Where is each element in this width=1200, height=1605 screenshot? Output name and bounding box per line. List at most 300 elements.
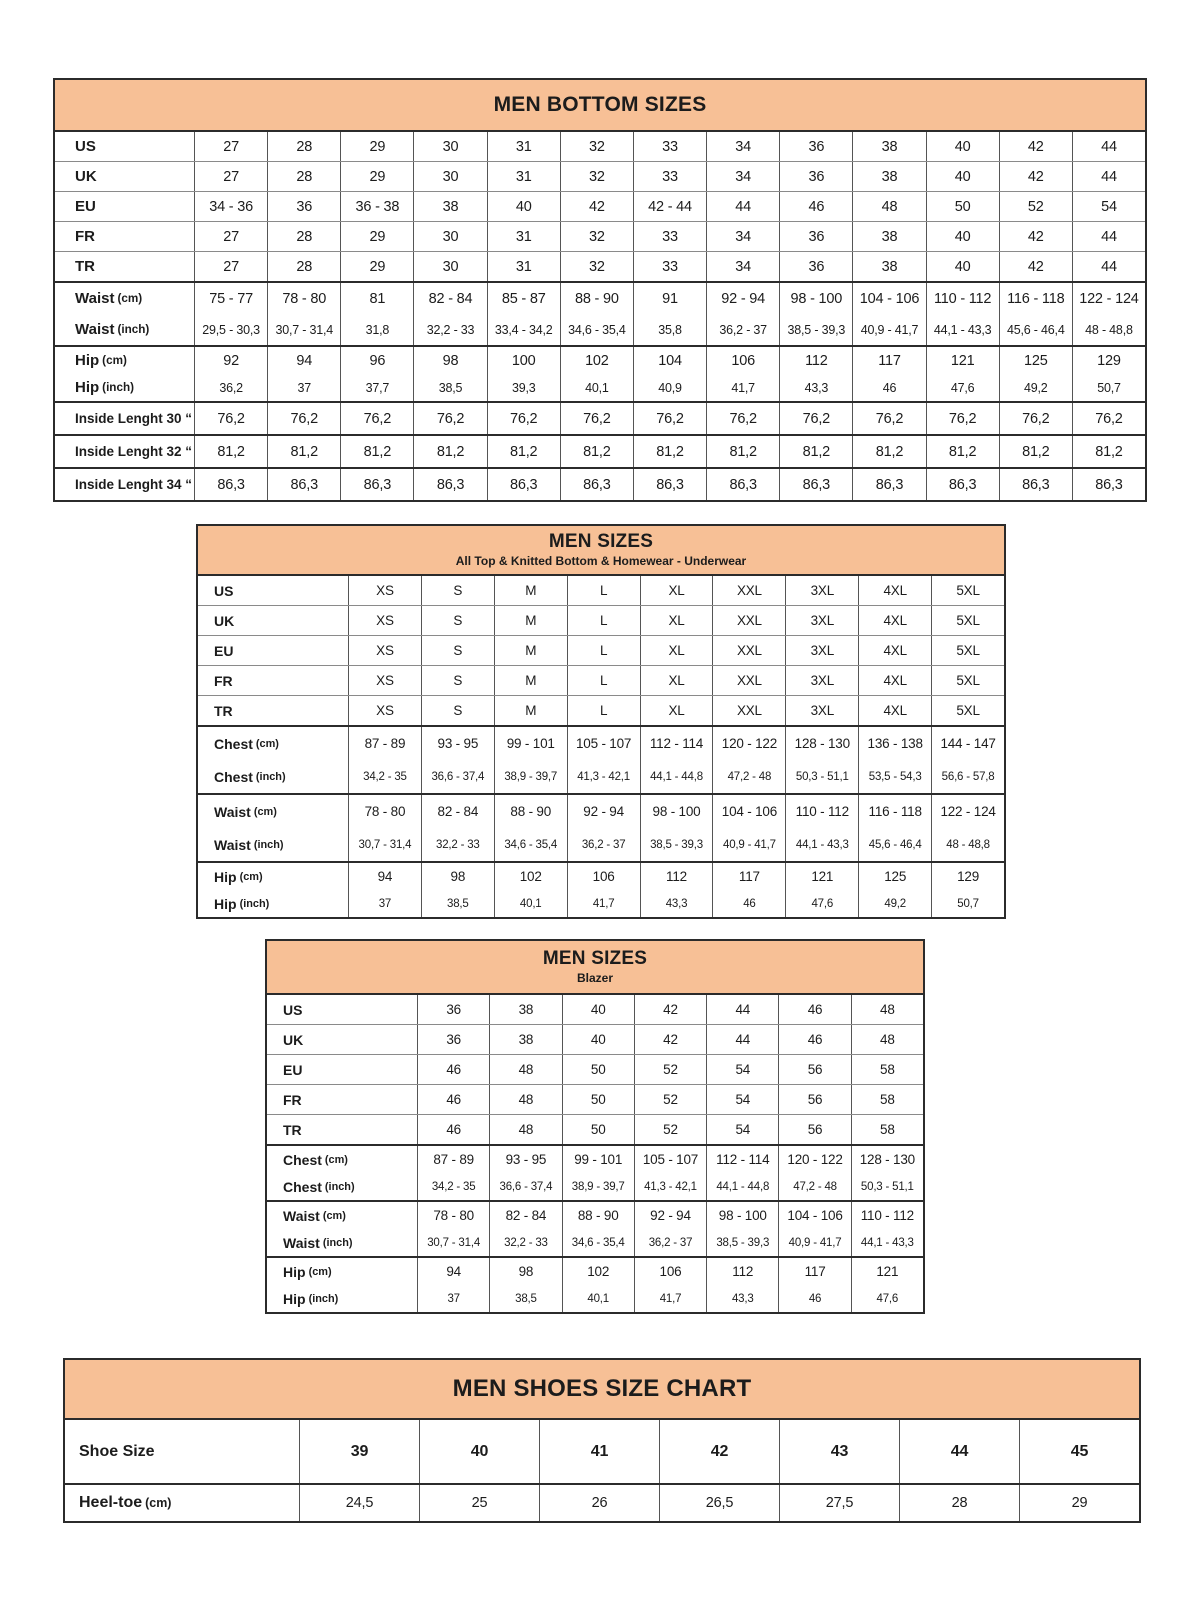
value-cell: 75 - 77 <box>194 283 267 314</box>
value-cell: XL <box>640 606 713 635</box>
value-cell: 45,6 - 46,4 <box>858 828 931 861</box>
value-cell: 38 <box>489 995 561 1024</box>
value-cell: 48 <box>489 1055 561 1084</box>
row-label: Hip (inch) <box>214 895 270 912</box>
value-cell: 27,5 <box>779 1485 899 1521</box>
value-cell: 129 <box>931 863 1004 890</box>
table-row <box>267 1084 923 1114</box>
value-cell: 102 <box>562 1258 634 1285</box>
table-title-band <box>65 1360 1139 1420</box>
value-cell: 36 - 38 <box>340 192 413 221</box>
value-cell: 81,2 <box>560 436 633 467</box>
row-label: TR <box>214 702 233 719</box>
value-cell: 98 - 100 <box>706 1202 778 1229</box>
value-cell: 32,2 - 33 <box>413 314 486 345</box>
row-label: US <box>75 138 96 155</box>
value-cell: 56 <box>778 1055 850 1084</box>
men-bottom-sizes-table <box>53 78 1147 502</box>
table-row <box>267 1229 923 1256</box>
value-cell: 44 <box>1072 132 1145 161</box>
value-cell: 41 <box>539 1420 659 1483</box>
value-cell: 29 <box>1019 1485 1139 1521</box>
row-label: Hip (cm) <box>283 1263 332 1280</box>
value-cell: S <box>421 636 494 665</box>
value-cell: 58 <box>851 1055 923 1084</box>
value-cell: XXL <box>712 636 785 665</box>
value-cell: 45,6 - 46,4 <box>999 314 1072 345</box>
value-cell: 98 <box>421 863 494 890</box>
value-cell: 76,2 <box>194 403 267 434</box>
table-row <box>55 469 1145 500</box>
value-cell: 46 <box>417 1055 489 1084</box>
value-cell: 44 <box>706 995 778 1024</box>
value-cell: 40 <box>926 132 999 161</box>
value-cell: 54 <box>706 1055 778 1084</box>
value-cell: 28 <box>267 222 340 251</box>
value-cell: 106 <box>706 347 779 374</box>
table-row <box>267 1024 923 1054</box>
value-cell: 76,2 <box>926 403 999 434</box>
value-cell: 40,1 <box>560 374 633 401</box>
row-label: Waist (inch) <box>283 1234 353 1251</box>
value-cell: 3XL <box>785 696 858 725</box>
value-cell: 44 <box>1072 222 1145 251</box>
table-row <box>198 727 1004 760</box>
row-label: Waist (cm) <box>283 1207 346 1224</box>
row-label: Waist (cm) <box>75 290 143 307</box>
row-label: Hip (inch) <box>75 379 134 396</box>
value-cell: 36 <box>779 132 852 161</box>
table-row <box>55 191 1145 221</box>
table-subtitle: Blazer <box>576 970 614 985</box>
value-cell: 81,2 <box>194 436 267 467</box>
value-cell: L <box>567 606 640 635</box>
value-cell: 46 <box>417 1115 489 1144</box>
value-cell: 98 - 100 <box>779 283 852 314</box>
value-cell: 34,2 - 35 <box>348 760 421 793</box>
row-label: Inside Lenght 34 “ <box>75 477 193 492</box>
value-cell: 26,5 <box>659 1485 779 1521</box>
value-cell: 39 <box>299 1420 419 1483</box>
table-row <box>198 605 1004 635</box>
value-cell: 56,6 - 57,8 <box>931 760 1004 793</box>
value-cell: 112 - 114 <box>706 1146 778 1173</box>
value-cell: 38 <box>852 222 925 251</box>
value-cell: 29 <box>340 162 413 191</box>
value-cell: 56 <box>778 1115 850 1144</box>
value-cell: 48 <box>851 1025 923 1054</box>
table-row <box>65 1485 1139 1521</box>
value-cell: 44 <box>706 1025 778 1054</box>
table-section <box>267 1200 923 1256</box>
value-cell: XXL <box>712 696 785 725</box>
value-cell: 105 - 107 <box>567 727 640 760</box>
value-cell: 40,9 <box>633 374 706 401</box>
value-cell: 82 - 84 <box>489 1202 561 1229</box>
value-cell: 37 <box>417 1285 489 1312</box>
table-row <box>55 251 1145 281</box>
row-label: Waist (inch) <box>214 836 284 853</box>
value-cell: 81,2 <box>706 436 779 467</box>
value-cell: 27 <box>194 132 267 161</box>
value-cell: 33 <box>633 132 706 161</box>
value-cell: 116 - 118 <box>858 795 931 828</box>
value-cell: 38,5 <box>421 890 494 917</box>
table-row <box>198 795 1004 828</box>
value-cell: 76,2 <box>267 403 340 434</box>
value-cell: XL <box>640 696 713 725</box>
row-label: UK <box>75 168 97 185</box>
value-cell: 46 <box>852 374 925 401</box>
value-cell: 81,2 <box>1072 436 1145 467</box>
value-cell: 4XL <box>858 576 931 605</box>
value-cell: 48 - 48,8 <box>931 828 1004 861</box>
value-cell: 42 <box>999 162 1072 191</box>
value-cell: 3XL <box>785 666 858 695</box>
value-cell: 81,2 <box>487 436 560 467</box>
value-cell: 98 - 100 <box>640 795 713 828</box>
table-row <box>55 283 1145 314</box>
value-cell: 30 <box>413 132 486 161</box>
value-cell: 86,3 <box>852 469 925 500</box>
value-cell: L <box>567 666 640 695</box>
value-cell: 128 - 130 <box>851 1146 923 1173</box>
value-cell: 53,5 - 54,3 <box>858 760 931 793</box>
value-cell: 100 <box>487 347 560 374</box>
value-cell: 49,2 <box>999 374 1072 401</box>
value-cell: 28 <box>267 132 340 161</box>
value-cell: 40 <box>926 252 999 281</box>
value-cell: 94 <box>348 863 421 890</box>
value-cell: 37 <box>267 374 340 401</box>
value-cell: 40,1 <box>494 890 567 917</box>
value-cell: M <box>494 576 567 605</box>
value-cell: 47,2 - 48 <box>778 1173 850 1200</box>
value-cell: 44 <box>1072 162 1145 191</box>
value-cell: 112 <box>779 347 852 374</box>
value-cell: 56 <box>778 1085 850 1114</box>
value-cell: 92 - 94 <box>634 1202 706 1229</box>
value-cell: 32 <box>560 132 633 161</box>
table-row <box>198 863 1004 890</box>
value-cell: 50,3 - 51,1 <box>851 1173 923 1200</box>
value-cell: 47,2 - 48 <box>712 760 785 793</box>
value-cell: 36,2 - 37 <box>634 1229 706 1256</box>
value-cell: 120 - 122 <box>778 1146 850 1173</box>
table-section <box>65 1483 1139 1521</box>
value-cell: 30,7 - 31,4 <box>267 314 340 345</box>
value-cell: 94 <box>267 347 340 374</box>
row-label: EU <box>283 1061 303 1078</box>
row-label: Chest (inch) <box>283 1178 355 1195</box>
value-cell: 86,3 <box>706 469 779 500</box>
value-cell: 5XL <box>931 696 1004 725</box>
table-row <box>267 1173 923 1200</box>
value-cell: 25 <box>419 1485 539 1521</box>
value-cell: 27 <box>194 252 267 281</box>
value-cell: 121 <box>926 347 999 374</box>
value-cell: 88 - 90 <box>562 1202 634 1229</box>
value-cell: M <box>494 606 567 635</box>
value-cell: 76,2 <box>999 403 1072 434</box>
value-cell: 47,6 <box>851 1285 923 1312</box>
value-cell: 33 <box>633 162 706 191</box>
value-cell: XS <box>348 636 421 665</box>
value-cell: 4XL <box>858 696 931 725</box>
table-row <box>198 635 1004 665</box>
value-cell: 5XL <box>931 636 1004 665</box>
value-cell: 41,3 - 42,1 <box>567 760 640 793</box>
value-cell: 52 <box>634 1115 706 1144</box>
value-cell: 35,8 <box>633 314 706 345</box>
value-cell: 33 <box>633 222 706 251</box>
value-cell: 86,3 <box>194 469 267 500</box>
table-section <box>55 434 1145 467</box>
value-cell: 46 <box>778 1025 850 1054</box>
value-cell: 120 - 122 <box>712 727 785 760</box>
value-cell: 46 <box>778 1285 850 1312</box>
value-cell: 86,3 <box>1072 469 1145 500</box>
row-label: TR <box>283 1121 302 1138</box>
row-label: Shoe Size <box>79 1442 155 1460</box>
value-cell: 44 <box>1072 252 1145 281</box>
value-cell: 104 <box>633 347 706 374</box>
value-cell: 92 - 94 <box>567 795 640 828</box>
value-cell: 33,4 - 34,2 <box>487 314 560 345</box>
value-cell: S <box>421 606 494 635</box>
value-cell: 93 - 95 <box>421 727 494 760</box>
table-row <box>198 576 1004 605</box>
value-cell: 78 - 80 <box>267 283 340 314</box>
value-cell: 40 <box>562 1025 634 1054</box>
value-cell: 3XL <box>785 576 858 605</box>
value-cell: S <box>421 666 494 695</box>
value-cell: 116 - 118 <box>999 283 1072 314</box>
value-cell: 26 <box>539 1485 659 1521</box>
value-cell: L <box>567 576 640 605</box>
table-section <box>267 1144 923 1200</box>
value-cell: 41,7 <box>567 890 640 917</box>
table-section <box>198 861 1004 917</box>
value-cell: 82 - 84 <box>413 283 486 314</box>
value-cell: 30,7 - 31,4 <box>348 828 421 861</box>
value-cell: 105 - 107 <box>634 1146 706 1173</box>
value-cell: 54 <box>1072 192 1145 221</box>
value-cell: 43,3 <box>706 1285 778 1312</box>
value-cell: 29 <box>340 252 413 281</box>
table-row <box>267 1258 923 1285</box>
value-cell: 92 - 94 <box>706 283 779 314</box>
value-cell: 34,6 - 35,4 <box>562 1229 634 1256</box>
table-title: MEN SIZES <box>542 947 648 969</box>
row-label: FR <box>75 228 95 245</box>
value-cell: XL <box>640 636 713 665</box>
value-cell: 86,3 <box>560 469 633 500</box>
value-cell: 34,6 - 35,4 <box>560 314 633 345</box>
value-cell: 85 - 87 <box>487 283 560 314</box>
row-label: US <box>214 582 234 599</box>
value-cell: 102 <box>494 863 567 890</box>
value-cell: 4XL <box>858 666 931 695</box>
value-cell: 40 <box>926 162 999 191</box>
value-cell: 125 <box>999 347 1072 374</box>
value-cell: 88 - 90 <box>494 795 567 828</box>
value-cell: 42 <box>999 252 1072 281</box>
value-cell: 106 <box>567 863 640 890</box>
table-title: MEN BOTTOM SIZES <box>493 92 707 116</box>
value-cell: 87 - 89 <box>417 1146 489 1173</box>
value-cell: 36 <box>779 162 852 191</box>
table-row <box>55 132 1145 161</box>
value-cell: 44,1 - 43,3 <box>926 314 999 345</box>
row-label: EU <box>214 642 234 659</box>
value-cell: L <box>567 696 640 725</box>
value-cell: 36,6 - 37,4 <box>489 1173 561 1200</box>
table-body <box>65 1420 1139 1521</box>
value-cell: 24,5 <box>299 1485 419 1521</box>
value-cell: 50 <box>562 1085 634 1114</box>
table-row <box>198 665 1004 695</box>
value-cell: 48 <box>852 192 925 221</box>
value-cell: 46 <box>712 890 785 917</box>
row-label: Inside Lenght 30 “ <box>75 411 193 426</box>
value-cell: 48 - 48,8 <box>1072 314 1145 345</box>
value-cell: 44,1 - 43,3 <box>851 1229 923 1256</box>
value-cell: 46 <box>417 1085 489 1114</box>
value-cell: 122 - 124 <box>1072 283 1145 314</box>
value-cell: 86,3 <box>267 469 340 500</box>
value-cell: 41,7 <box>634 1285 706 1312</box>
value-cell: 28 <box>267 162 340 191</box>
value-cell: 34 <box>706 252 779 281</box>
value-cell: 50 <box>562 1115 634 1144</box>
value-cell: 88 - 90 <box>560 283 633 314</box>
value-cell: 102 <box>560 347 633 374</box>
value-cell: 27 <box>194 162 267 191</box>
value-cell: 42 <box>560 192 633 221</box>
value-cell: XXL <box>712 606 785 635</box>
value-cell: 32 <box>560 162 633 191</box>
table-row <box>267 1202 923 1229</box>
table-section <box>267 1256 923 1312</box>
value-cell: 81,2 <box>340 436 413 467</box>
value-cell: 30 <box>413 222 486 251</box>
value-cell: 93 - 95 <box>489 1146 561 1173</box>
row-label: Chest (cm) <box>214 735 279 752</box>
value-cell: XXL <box>712 666 785 695</box>
value-cell: 45 <box>1019 1420 1139 1483</box>
value-cell: 40,9 - 41,7 <box>852 314 925 345</box>
value-cell: 125 <box>858 863 931 890</box>
value-cell: 4XL <box>858 636 931 665</box>
value-cell: 128 - 130 <box>785 727 858 760</box>
value-cell: 30 <box>413 162 486 191</box>
value-cell: 31 <box>487 252 560 281</box>
value-cell: 32,2 - 33 <box>489 1229 561 1256</box>
value-cell: 28 <box>267 252 340 281</box>
value-cell: 37 <box>348 890 421 917</box>
value-cell: 5XL <box>931 576 1004 605</box>
row-label: Chest (inch) <box>214 768 286 785</box>
value-cell: 136 - 138 <box>858 727 931 760</box>
value-cell: 38,5 <box>413 374 486 401</box>
table-section <box>198 725 1004 793</box>
table-section <box>55 132 1145 281</box>
row-label: UK <box>283 1031 304 1048</box>
table-row <box>198 828 1004 861</box>
value-cell: 76,2 <box>706 403 779 434</box>
value-cell: 117 <box>712 863 785 890</box>
row-label: Hip (cm) <box>214 868 263 885</box>
value-cell: 29 <box>340 222 413 251</box>
row-label: Inside Lenght 32 “ <box>75 444 193 459</box>
value-cell: 44 <box>706 192 779 221</box>
value-cell: 36 <box>417 995 489 1024</box>
men-shoes-size-chart-table <box>63 1358 1141 1523</box>
value-cell: 36,2 - 37 <box>567 828 640 861</box>
value-cell: 76,2 <box>560 403 633 434</box>
table-section <box>267 995 923 1144</box>
value-cell: 50,7 <box>1072 374 1145 401</box>
value-cell: 38,9 - 39,7 <box>562 1173 634 1200</box>
value-cell: 98 <box>489 1258 561 1285</box>
value-cell: 34 - 36 <box>194 192 267 221</box>
table-body <box>198 576 1004 917</box>
value-cell: 50,3 - 51,1 <box>785 760 858 793</box>
value-cell: 40,9 - 41,7 <box>712 828 785 861</box>
value-cell: 76,2 <box>633 403 706 434</box>
value-cell: 104 - 106 <box>778 1202 850 1229</box>
value-cell: 81,2 <box>267 436 340 467</box>
value-cell: 38,5 - 39,3 <box>706 1229 778 1256</box>
value-cell: 36,2 <box>194 374 267 401</box>
value-cell: 78 - 80 <box>348 795 421 828</box>
value-cell: 76,2 <box>779 403 852 434</box>
value-cell: 32 <box>560 222 633 251</box>
value-cell: 94 <box>417 1258 489 1285</box>
value-cell: 32 <box>560 252 633 281</box>
table-row <box>198 890 1004 917</box>
value-cell: 47,6 <box>926 374 999 401</box>
value-cell: 31,8 <box>340 314 413 345</box>
value-cell: S <box>421 696 494 725</box>
value-cell: 41,3 - 42,1 <box>634 1173 706 1200</box>
value-cell: 44 <box>899 1420 1019 1483</box>
table-row <box>198 695 1004 725</box>
value-cell: 121 <box>785 863 858 890</box>
value-cell: 31 <box>487 162 560 191</box>
value-cell: 82 - 84 <box>421 795 494 828</box>
value-cell: 112 <box>640 863 713 890</box>
value-cell: 38 <box>852 252 925 281</box>
row-label: TR <box>75 258 95 275</box>
table-title-band <box>55 80 1145 132</box>
value-cell: 81,2 <box>999 436 1072 467</box>
value-cell: 81 <box>340 283 413 314</box>
value-cell: M <box>494 666 567 695</box>
value-cell: 50,7 <box>931 890 1004 917</box>
table-row <box>267 995 923 1024</box>
table-row <box>267 1285 923 1312</box>
value-cell: 110 - 112 <box>851 1202 923 1229</box>
value-cell: 104 - 106 <box>712 795 785 828</box>
row-label: FR <box>283 1091 302 1108</box>
table-body <box>267 995 923 1312</box>
value-cell: 37,7 <box>340 374 413 401</box>
table-section <box>198 576 1004 725</box>
value-cell: 76,2 <box>852 403 925 434</box>
value-cell: 38,5 - 39,3 <box>640 828 713 861</box>
